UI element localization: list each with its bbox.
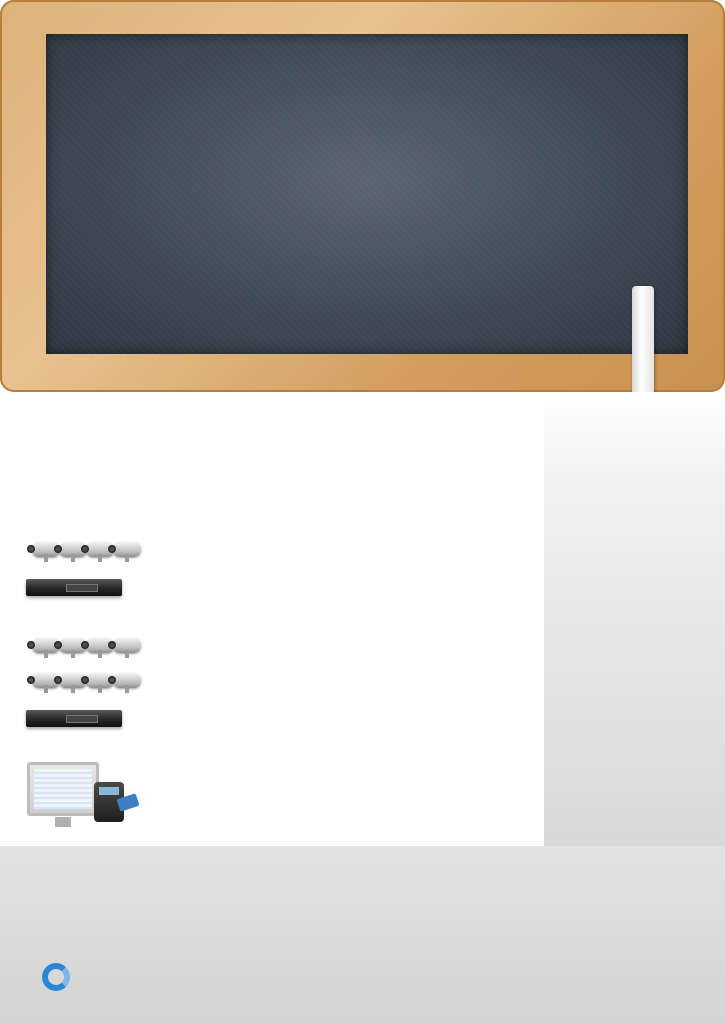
camera-icon [113,673,141,688]
right-panel [544,392,725,846]
logo-ring-icon [42,963,70,991]
camera-icon [113,638,141,653]
camera-icon [113,542,141,557]
footer [0,846,725,1024]
recorder-icon [26,579,122,596]
computer-monitor-icon [27,762,99,816]
chalkboard [46,34,688,354]
recorder-icon [26,710,122,727]
